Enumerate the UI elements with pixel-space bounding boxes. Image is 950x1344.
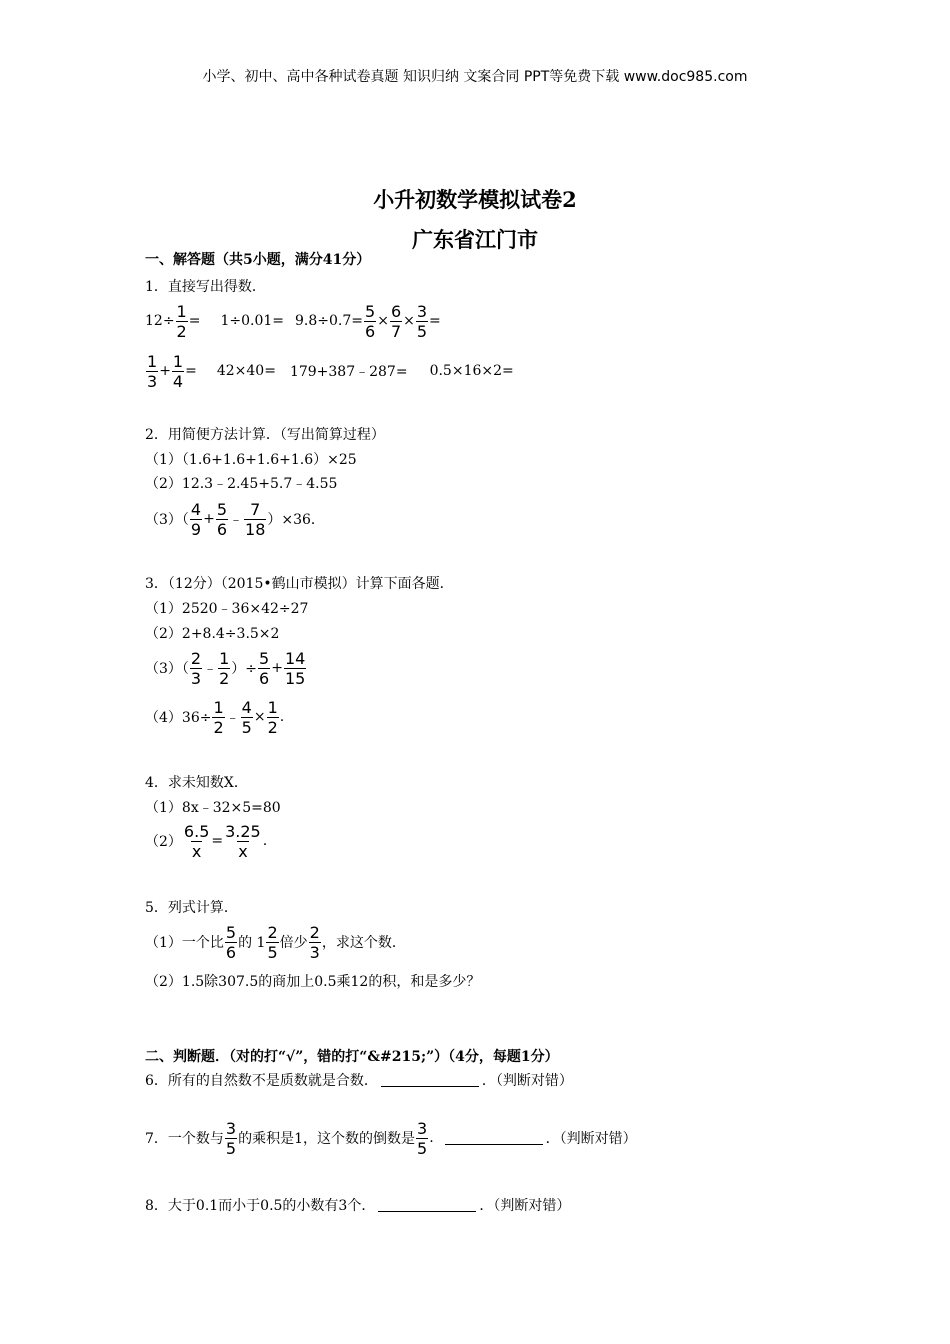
q3-stem: 3．（12分）（2015•鹤山市模拟）计算下面各题． [145, 576, 454, 592]
fraction: $\frac{1}{2}$ [267, 697, 278, 737]
divide-sign: ）÷ [231, 661, 258, 677]
q4-part-2 [145, 819, 267, 863]
q8-text: 8．大于0.1而小于0.5的小数有3个． [145, 1198, 376, 1214]
fraction: $\frac{1}{2}$ [219, 648, 230, 688]
fraction: $\frac{1}{3}$ [147, 351, 158, 391]
fraction: $\frac{2}{5}$ [267, 922, 278, 962]
q5-part-1 [145, 920, 406, 964]
q5-part-1-suffix: ，求这个数． [321, 935, 406, 951]
q4-part-2-prefix: （2） [145, 834, 182, 850]
q6 [145, 1070, 573, 1090]
q8-tail: ．（判断对错） [479, 1198, 571, 1214]
q4-stem: 4．求未知数X． [145, 775, 248, 791]
q1-d-equals: = [429, 313, 441, 329]
fraction: $\frac{1}{2}$ [213, 697, 224, 737]
q1-row-2 [145, 349, 514, 393]
plus-sign: + [159, 363, 171, 379]
times-sign: × [253, 709, 266, 725]
q4-part-1: （1）8x﹣32×5=80 [145, 800, 281, 816]
fraction: $\frac{6}{7}$ [390, 301, 402, 341]
q7-text: 的乘积是1，这个数的倒数是 [238, 1131, 416, 1147]
fraction: $\frac{3.25}{x}$ [225, 821, 261, 861]
page-header: 小学、初中、高中各种试卷真题 知识归纳 文案合同 PPT等免费下载 www.doc985.com [202, 69, 748, 85]
q7 [145, 1116, 637, 1160]
fraction: $\frac{1}{2}$ [176, 301, 187, 341]
q1-e-equals: = [185, 363, 197, 379]
q5-part-1-prefix: （1）一个比 [145, 935, 224, 951]
q3-part-4 [145, 695, 284, 739]
q1-f: 42×40= [216, 363, 276, 379]
answer-blank[interactable] [381, 1074, 479, 1087]
q7-prefix: 7．一个数与 [145, 1131, 224, 1147]
fraction: $\frac{3}{5}$ [416, 301, 428, 341]
minus-sign: ﹣ [229, 512, 244, 528]
q1-b: 1÷0.01= [220, 313, 285, 329]
fraction: $\frac{5}{6}$ [216, 499, 228, 539]
fraction: $\frac{4}{5}$ [241, 697, 252, 737]
q1-a-equals: = [188, 313, 201, 329]
q2-part-3-suffix: ）×36． [267, 512, 325, 528]
times-sign: × [403, 313, 415, 329]
q6-text: 6．所有的自然数不是质数就是合数． [145, 1073, 378, 1089]
q7-tail: ．（判断对错） [545, 1131, 637, 1147]
q3-part-4-prefix: （4）36÷ [145, 710, 212, 726]
q2-part-3 [145, 497, 325, 541]
q3-part-3 [145, 646, 307, 690]
q5-part-1-text: 的 1 [238, 935, 266, 951]
fraction: $\frac{5}{6}$ [259, 648, 270, 688]
fraction: $\frac{7}{18}$ [245, 499, 266, 539]
fraction: $\frac{3}{5}$ [225, 1118, 237, 1158]
fraction: $\frac{3}{5}$ [417, 1118, 428, 1158]
q5-part-1-text: 倍少 [279, 935, 308, 951]
times-sign: × [377, 313, 389, 329]
answer-blank[interactable] [378, 1199, 476, 1212]
fraction: $\frac{5}{6}$ [365, 301, 376, 341]
fraction: $\frac{1}{4}$ [172, 351, 184, 391]
q3-part-3-prefix: （3）（ [145, 661, 189, 677]
minus-sign: ﹣ [203, 661, 218, 677]
q3-part-2: （2）2+8.4÷3.5×2 [145, 626, 280, 642]
exam-subtitle: 广东省江门市 [412, 227, 538, 252]
fraction: $\frac{6.5}{x}$ [183, 821, 210, 861]
period: . [429, 1130, 434, 1146]
q5-stem: 5．列式计算． [145, 900, 238, 916]
fraction: $\frac{5}{6}$ [225, 922, 237, 962]
q5-part-2: （2）1.5除307.5的商加上0.5乘12的积，和是多少？ [145, 974, 481, 990]
q8 [145, 1195, 570, 1215]
q1-c: 9.8÷0.7= [295, 313, 364, 329]
q2-part-2: （2）12.3﹣2.45+5.7﹣4.55 [145, 476, 338, 492]
answer-blank[interactable] [445, 1132, 543, 1145]
period: . [279, 709, 285, 725]
fraction: $\frac{2}{3}$ [309, 922, 320, 962]
equals-sign: = [211, 833, 224, 849]
section-2-heading: 二、判断题．（对的打“√”，错的打“&#215;”）（4分，每题1分） [145, 1049, 559, 1065]
period: . [262, 833, 268, 849]
fraction: $\frac{2}{3}$ [190, 648, 202, 688]
q2-part-3-prefix: （3）（ [145, 512, 189, 528]
q1-a-prefix: 12÷ [145, 313, 175, 329]
fraction: $\frac{4}{9}$ [190, 499, 202, 539]
q2-part-1: （1）（1.6+1.6+1.6+1.6）×25 [145, 452, 357, 468]
q6-tail: ．（判断对错） [481, 1073, 573, 1089]
q1-stem: 1．直接写出得数． [145, 279, 266, 295]
plus-sign: + [271, 660, 283, 676]
q1-g: 179+387﹣287= [289, 364, 408, 380]
exam-title: 小升初数学模拟试卷2 [373, 187, 577, 212]
q3-part-1: （1）2520﹣36×42÷27 [145, 601, 309, 617]
fraction: $\frac{14}{15}$ [284, 648, 306, 688]
q1-h: 0.5×16×2= [429, 363, 514, 379]
q1-row-1 [145, 299, 441, 343]
section-1-heading: 一、解答题（共5小题，满分41分） [145, 252, 371, 268]
plus-sign: + [203, 511, 215, 527]
q2-stem: 2．用简便方法计算．（写出简算过程） [145, 427, 385, 443]
minus-sign: ﹣ [225, 710, 240, 726]
